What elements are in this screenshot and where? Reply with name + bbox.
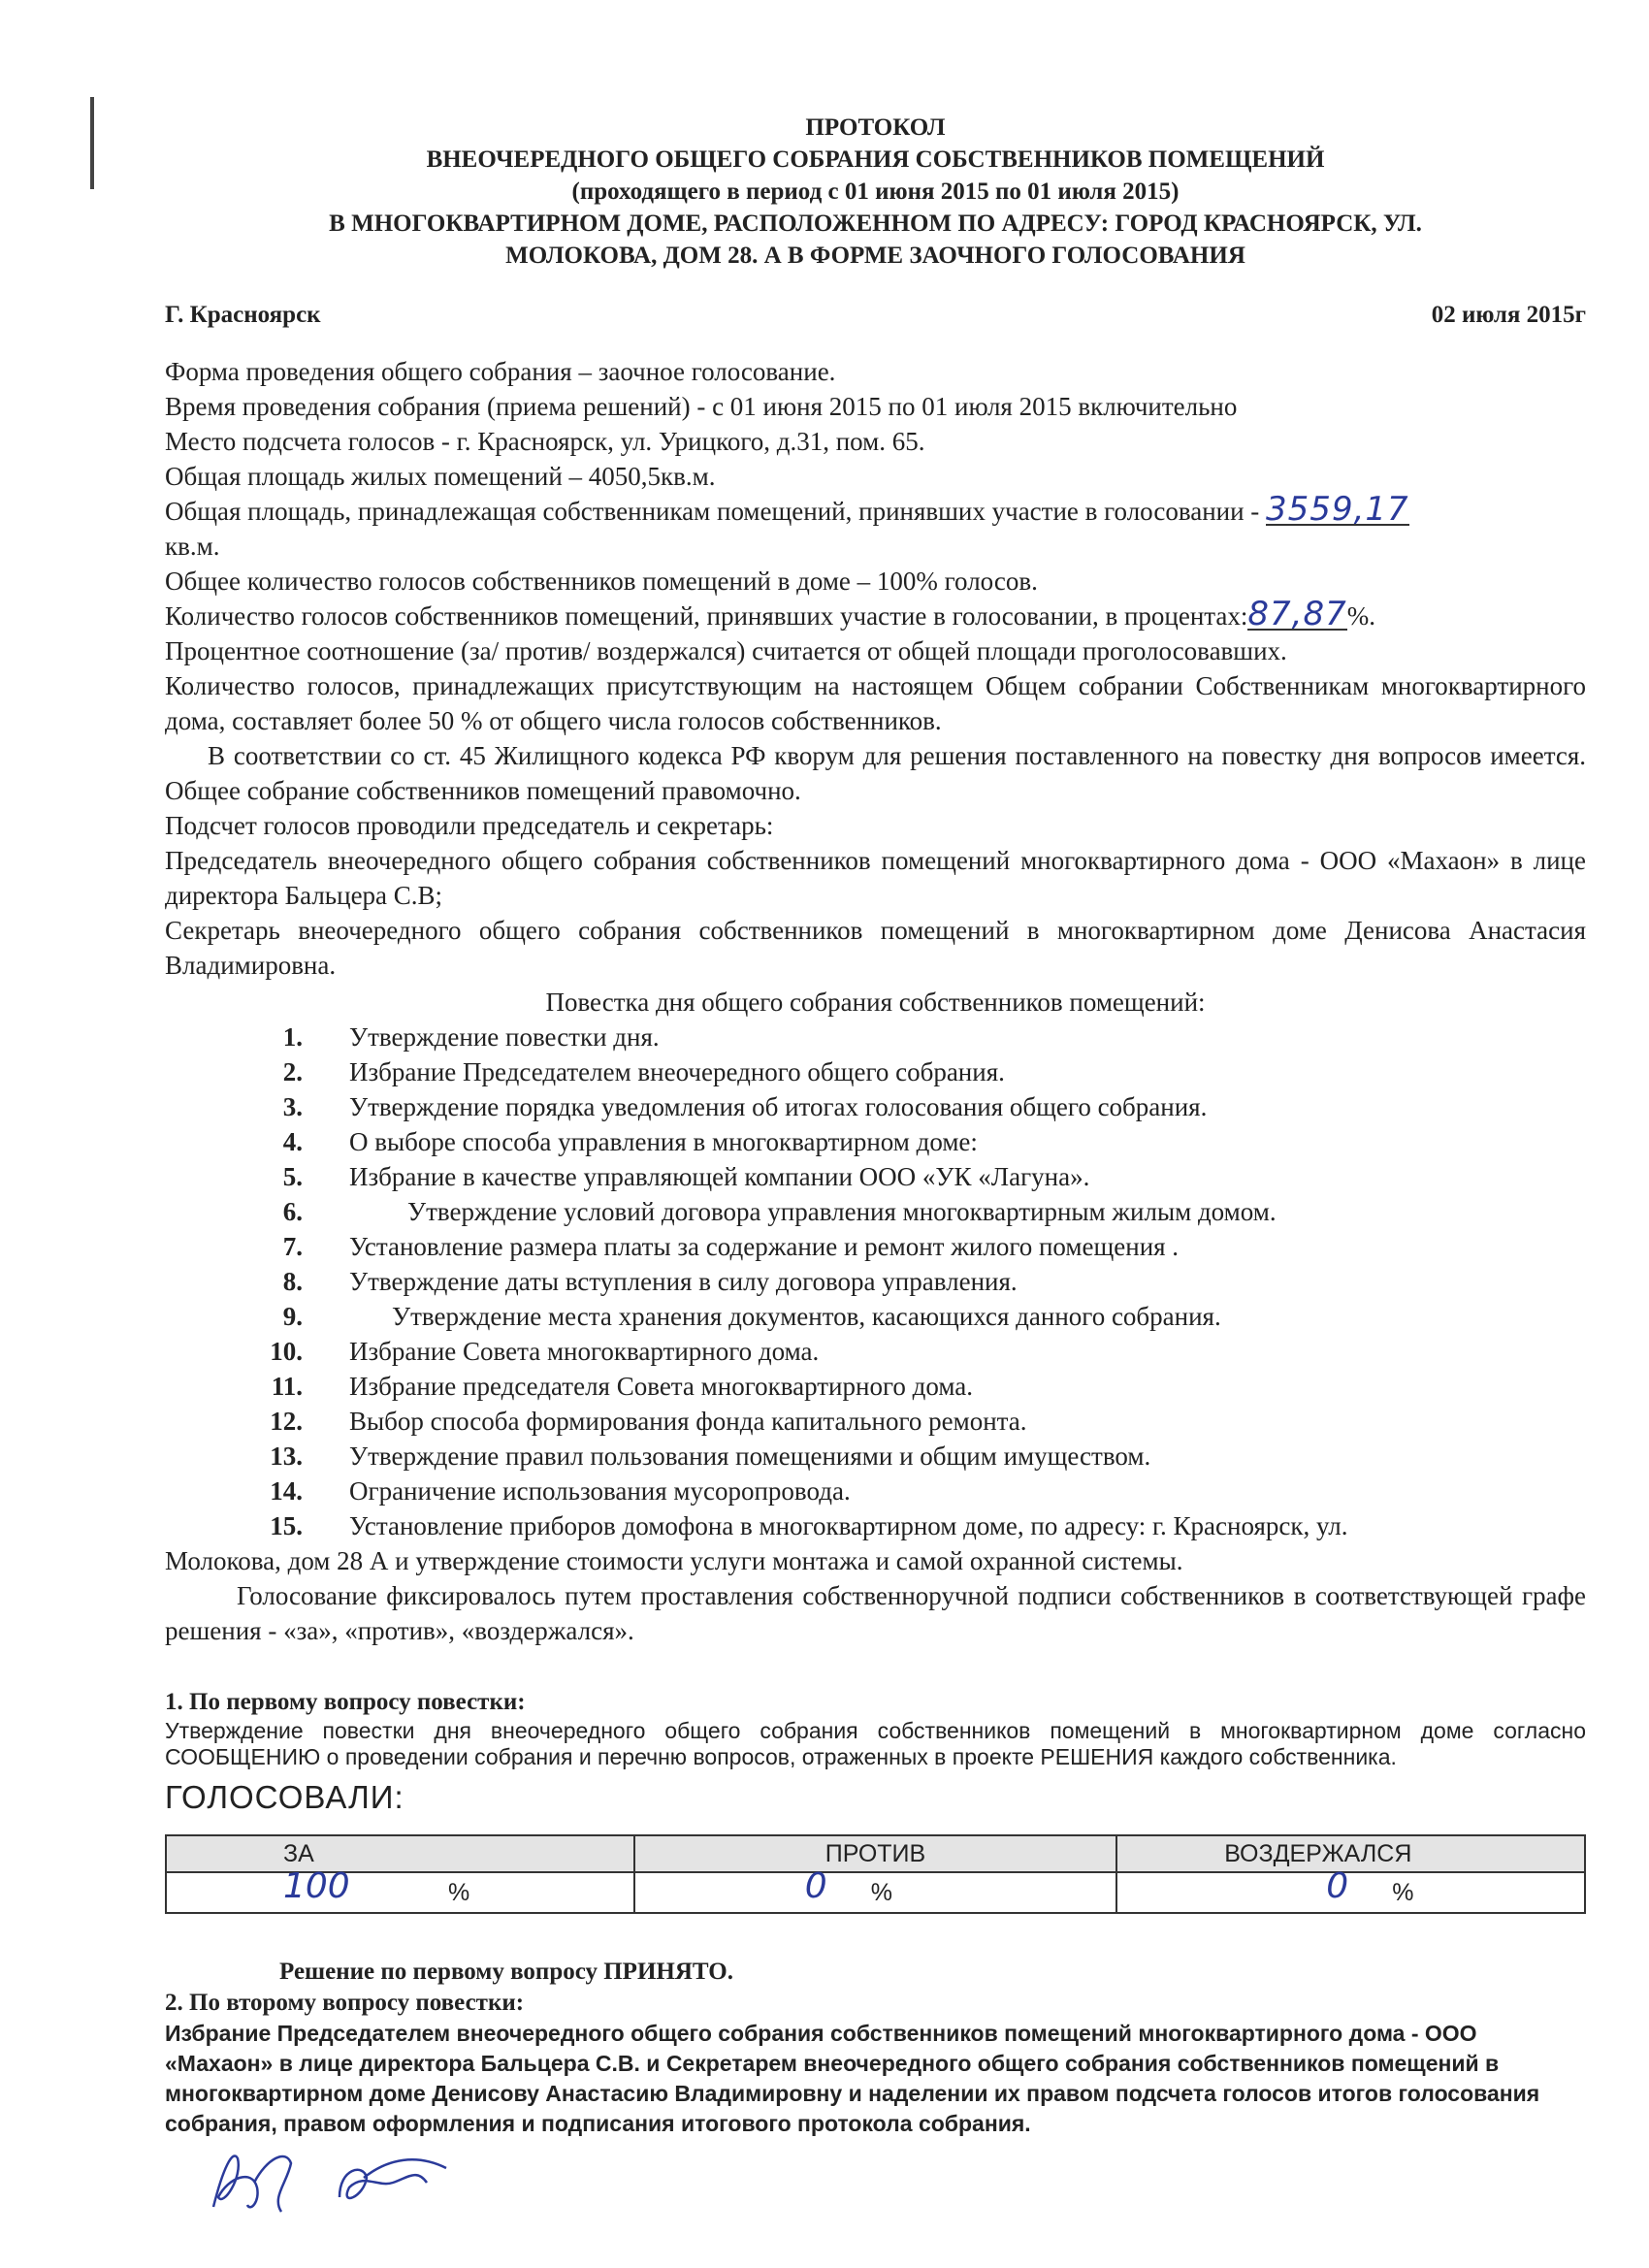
participated-handwritten: 87,87 bbox=[1247, 595, 1347, 633]
secretary: Секретарь внеочередного общего собрания собственников помещений в многоквартирном доме Денисова Анастасия Владимировна. bbox=[165, 916, 1586, 980]
agenda-item: 8. Утверждение даты вступления в силу договора управления. bbox=[282, 1267, 1018, 1296]
document-page bbox=[165, 112, 1586, 2139]
question-1-decision: Решение по первому вопросу ПРИНЯТО. bbox=[279, 1959, 733, 1985]
agenda-item: 3. Утверждение порядка уведомления об итогах голосования общего собрания. bbox=[282, 1092, 1208, 1121]
chairman: Председатель внеочередного общего собрания собственников помещений многоквартирного дома - ООО «Махаон» в лице директора Бальцера С.В; bbox=[165, 846, 1586, 910]
owners-area-unit: кв.м. bbox=[165, 532, 220, 561]
city-date-row bbox=[165, 298, 1586, 333]
living-area: Общая площадь жилых помещений – 4050,5кв.м. bbox=[165, 462, 716, 491]
signature-1 bbox=[213, 2155, 291, 2212]
for-value-handwritten: 100 bbox=[283, 1866, 350, 1906]
scan-edge-mark bbox=[90, 97, 94, 189]
agenda-item: 6. Утверждение условий договора управления многоквартирным жилым домом. bbox=[282, 1197, 1277, 1226]
abstain-percent-sign: % bbox=[1392, 1879, 1414, 1906]
header-address-1: В МНОГОКВАРТИРНОМ ДОМЕ, РАСПОЛОЖЕННОМ ПО АДРЕСУ: ГОРОД КРАСНОЯРСК, УЛ. bbox=[329, 211, 1422, 237]
agenda-item: 4. О выборе способа управления в многоквартирном доме: bbox=[282, 1127, 978, 1156]
meeting-time: Время проведения собрания (приема решений) - с 01 июня 2015 по 01 июля 2015 включительно bbox=[165, 392, 1238, 421]
total-votes: Общее количество голосов собственников помещений в доме – 100% голосов. bbox=[165, 567, 1038, 596]
header-period: (проходящего в период с 01 июня 2015 по 01 июля 2015) bbox=[571, 178, 1180, 205]
for-header: ЗА bbox=[166, 1835, 634, 1872]
abstain-header: ВОЗДЕРЖАЛСЯ bbox=[1116, 1835, 1585, 1872]
header-subtitle: ВНЕОЧЕРЕДНОГО ОБЩЕГО СОБРАНИЯ СОБСТВЕННИКОВ ПОМЕЩЕНИЙ bbox=[426, 146, 1325, 173]
for-cell bbox=[166, 1866, 634, 1913]
vote-table bbox=[165, 1834, 1586, 1914]
for-percent-sign: % bbox=[448, 1879, 470, 1906]
participated-percent: Количество голосов собственников помещений, принявших участие в голосовании, в процентах:87,87%. bbox=[165, 595, 1376, 633]
header-address-2: МОЛОКОВА, ДОМ 28. А В ФОРМЕ ЗАОЧНОГО ГОЛОСОВАНИЯ bbox=[505, 243, 1245, 269]
counting-persons: Подсчет голосов проводили председатель и секретарь: bbox=[165, 811, 774, 840]
signature-2 bbox=[340, 2159, 446, 2198]
agenda-item: 14. Ограничение использования мусоропровода. bbox=[270, 1476, 851, 1506]
owners-area: Общая площадь, принадлежащая собственникам помещений, принявших участие в голосовании - 3559,17 bbox=[165, 490, 1409, 529]
vote-ratio-note: Процентное соотношение (за/ против/ воздержался) считается от общей площади проголосовавших. bbox=[165, 636, 1287, 665]
agenda-item: 2. Избрание Председателем внеочередного общего собрания. bbox=[282, 1057, 1005, 1086]
question-2-text: Избрание Председателем внеочередного общего собрания собственников помещений многоквартирного дома - ООО «Махаон» в лице директора Бальцера С.В. и Секретарем внеочередного общего собрания собственников помещений в многоквартирном доме Денисову Анастасию Владимировну и наделении их правом подсчета голосов итогов голосования собрания, правом оформления и подписания итогового протокола собрания. bbox=[165, 2021, 1540, 2136]
against-value-handwritten: 0 bbox=[804, 1866, 827, 1906]
agenda-item: 1. Утверждение повестки дня. bbox=[282, 1022, 660, 1052]
agenda-item: 15. Установление приборов домофона в многоквартирном доме, по адресу: г. Красноярск, ул. bbox=[270, 1511, 1348, 1540]
voting-note: Голосование фиксировалось путем проставления собственноручной подписи собственников в соответствующей графе решения - «за», «против», «воздержался». bbox=[165, 1581, 1586, 1645]
document-header bbox=[165, 112, 1586, 272]
agenda-item: 7. Установление размера платы за содержание и ремонт жилого помещения . bbox=[282, 1232, 1180, 1261]
against-percent-sign: % bbox=[870, 1879, 893, 1906]
meeting-info bbox=[165, 354, 1586, 983]
agenda-item: 9. Утверждение места хранения документов, касающихся данного собрания. bbox=[282, 1302, 1221, 1331]
agenda-item: 10. Избрание Совета многоквартирного дома. bbox=[270, 1337, 820, 1366]
agenda-item: 12. Выбор способа формирования фонда капитального ремонта. bbox=[270, 1407, 1027, 1436]
abstain-cell bbox=[1116, 1866, 1585, 1913]
counting-place: Место подсчета голосов - г. Красноярск, ул. Урицкого, д.31, пом. 65. bbox=[165, 427, 925, 456]
present-votes: Количество голосов, принадлежащих присутствующим на настоящем Общем собрании Собственникам многоквартирного дома, составляет более 50 % от общего числа голосов собственников. bbox=[165, 671, 1586, 735]
agenda-list bbox=[165, 1020, 1586, 1543]
owners-area-handwritten: 3559,17 bbox=[1266, 490, 1409, 529]
header-title: ПРОТОКОЛ bbox=[805, 114, 946, 141]
meeting-form: Форма проведения общего собрания – заочное голосование. bbox=[165, 357, 836, 386]
quorum-note: В соответствии со ст. 45 Жилищного кодекса РФ кворум для решения поставленного на повестку дня вопросов имеется. Общее собрание собственников помещений правомочно. bbox=[165, 741, 1586, 805]
agenda-item: 5. Избрание в качестве управляющей компании ООО «УК «Лагуна». bbox=[282, 1162, 1090, 1191]
question-2-heading: 2. По второму вопросу повестки: bbox=[165, 1990, 525, 2016]
question-1-text: Утверждение повестки дня внеочередного общего собрания собственников помещений в многоквартирном доме согласно СООБЩЕНИЮ о проведении собрания и перечню вопросов, отраженных в проекте РЕШЕНИЯ каждого собственника. bbox=[165, 1718, 1586, 1769]
city: Г. Красноярск bbox=[165, 302, 321, 328]
voted-label: ГОЛОСОВАЛИ: bbox=[165, 1779, 404, 1815]
question-1-heading: 1. По первому вопросу повестки: bbox=[165, 1689, 526, 1715]
vote-table-header bbox=[166, 1835, 1585, 1872]
agenda-item: 11. Избрание председателя Совета многоквартирного дома. bbox=[271, 1372, 973, 1401]
agenda-item: 13. Утверждение правил пользования помещениями и общим имуществом. bbox=[270, 1442, 1151, 1471]
agenda-title: Повестка дня общего собрания собственников помещений: bbox=[545, 988, 1206, 1017]
abstain-value-handwritten: 0 bbox=[1326, 1866, 1349, 1906]
signatures bbox=[194, 2129, 485, 2226]
against-header: ПРОТИВ bbox=[634, 1835, 1116, 1872]
against-cell bbox=[634, 1866, 1116, 1913]
document-date: 02 июля 2015г bbox=[1431, 302, 1586, 328]
vote-table-values bbox=[166, 1872, 1585, 1913]
agenda-item-15-continuation: Молокова, дом 28 А и утверждение стоимости услуги монтажа и самой охранной системы. bbox=[165, 1546, 1183, 1575]
